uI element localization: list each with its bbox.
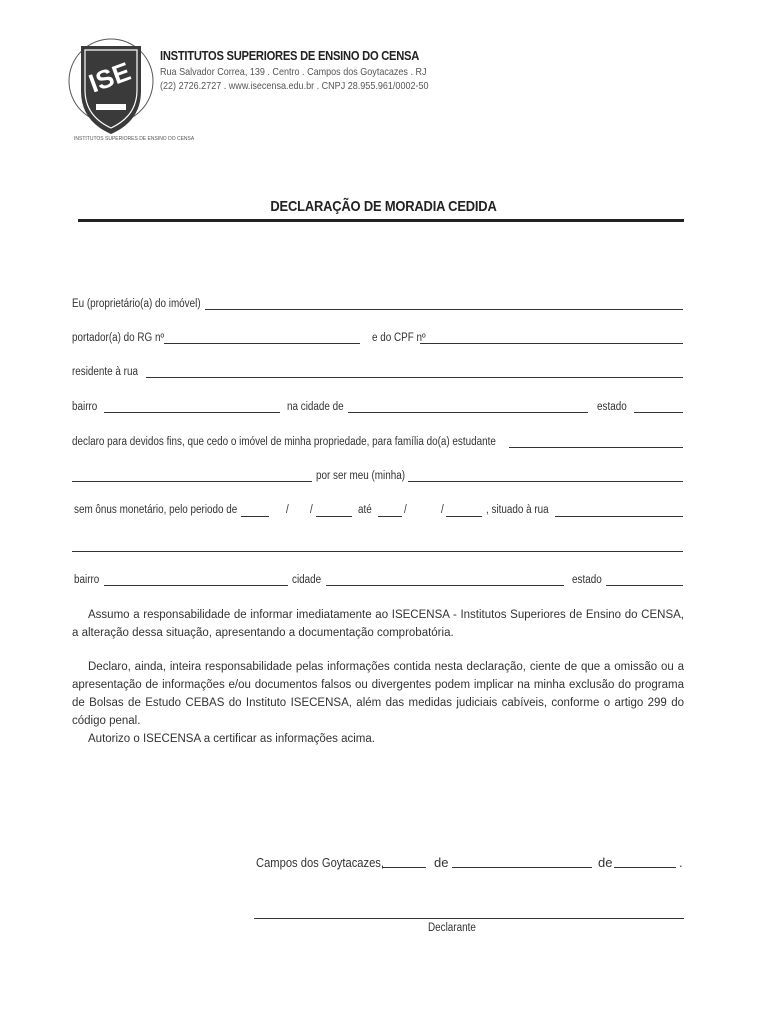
located-street-field-2[interactable] — [72, 551, 683, 552]
relationship-field-2[interactable] — [408, 481, 683, 482]
de-label-1: de — [434, 855, 449, 870]
cpf-field[interactable] — [420, 343, 683, 344]
city-label: na cidade de — [287, 401, 344, 413]
date-day-field[interactable] — [382, 867, 426, 868]
bairro2-label: bairro — [74, 574, 100, 586]
until-label: até — [358, 504, 372, 516]
title-rule — [78, 219, 684, 222]
institution-logo — [66, 36, 195, 146]
state2-field[interactable] — [606, 585, 683, 586]
located-label: , situado à rua — [486, 504, 549, 516]
city2-label: cidade — [292, 574, 322, 586]
institution-contact: (22) 2726.2727 . www.isecensa.edu.br . CNPJ 28.955.961/0002-50 — [160, 80, 429, 92]
slash-4: / — [441, 504, 444, 516]
bairro2-field[interactable] — [104, 585, 288, 586]
declaration-paragraph: Declaro, ainda, inteira responsabilidade pelas informações contida nesta declaração, ciente de que a omissão ou a apresentação de informações e/ou documentos falsos ou divergentes podem implicar na minha exclusão do programa de Bolsas de Estudo CEBAS do Instituto ISECENSA, além das medidas judiciais cabíveis, conforme o artigo 299 do código penal. — [72, 661, 684, 727]
logo-text: ISE — [84, 55, 135, 99]
period-end-day[interactable] — [378, 516, 402, 517]
cpf-label: e do CPF nº — [372, 332, 426, 344]
owner-field[interactable] — [205, 309, 683, 310]
bairro-label: bairro — [72, 401, 98, 413]
relationship-field[interactable] — [72, 481, 312, 482]
city2-field[interactable] — [326, 585, 564, 586]
institution-name: INSTITUTOS SUPERIORES DE ENSINO DO CENSA — [160, 48, 420, 63]
date-month-field[interactable] — [452, 867, 592, 868]
de-label-2: de — [598, 855, 613, 870]
period-start-year[interactable] — [316, 516, 352, 517]
responsibility-paragraph: Assumo a responsabilidade de informar imediatamente ao ISECENSA - Institutos Superiores de Ensino do CENSA, a alteração dessa situação, apresentando a documentação comprobatória. — [72, 609, 684, 639]
slash-1: / — [286, 504, 289, 516]
date-year-field[interactable] — [614, 867, 676, 868]
period-label: sem ônus monetário, pelo periodo de — [74, 504, 238, 516]
slash-3: / — [404, 504, 407, 516]
signature-line[interactable] — [254, 918, 684, 919]
place-label: Campos dos Goytacazes, — [256, 855, 385, 870]
slash-2: / — [310, 504, 313, 516]
street-field[interactable] — [146, 377, 683, 378]
period-start-day[interactable] — [241, 516, 269, 517]
date-period: . — [679, 855, 683, 870]
document-title: DECLARAÇÃO DE MORADIA CEDIDA — [270, 198, 498, 215]
authorization-paragraph: Autorizo o ISECENSA a certificar as informações acima. — [88, 733, 375, 745]
city-field[interactable] — [348, 412, 588, 413]
bairro-field[interactable] — [104, 412, 280, 413]
logo-ring-text: INSTITUTOS SUPERIORES DE ENSINO DO CENSA — [74, 136, 195, 142]
state2-label: estado — [572, 574, 602, 586]
street-label: residente à rua — [72, 366, 138, 378]
owner-label: Eu (proprietário(a) do imóvel) — [72, 298, 201, 310]
declare-label: declaro para devidos fins, que cedo o imóvel de minha propriedade, para família do(a) estudante — [72, 436, 496, 448]
declarant-label: Declarante — [428, 922, 476, 934]
student-field[interactable] — [509, 447, 683, 448]
institution-address: Rua Salvador Correa, 139 . Centro . Campos dos Goytacazes . RJ — [160, 66, 427, 78]
rg-field[interactable] — [164, 343, 360, 344]
period-end-year[interactable] — [446, 516, 482, 517]
rg-label: portador(a) do RG nº — [72, 332, 165, 344]
state-label: estado — [597, 401, 627, 413]
state-field[interactable] — [634, 412, 683, 413]
located-street-field[interactable] — [555, 516, 683, 517]
owner-suffix-label: por ser meu (minha) — [316, 470, 406, 482]
